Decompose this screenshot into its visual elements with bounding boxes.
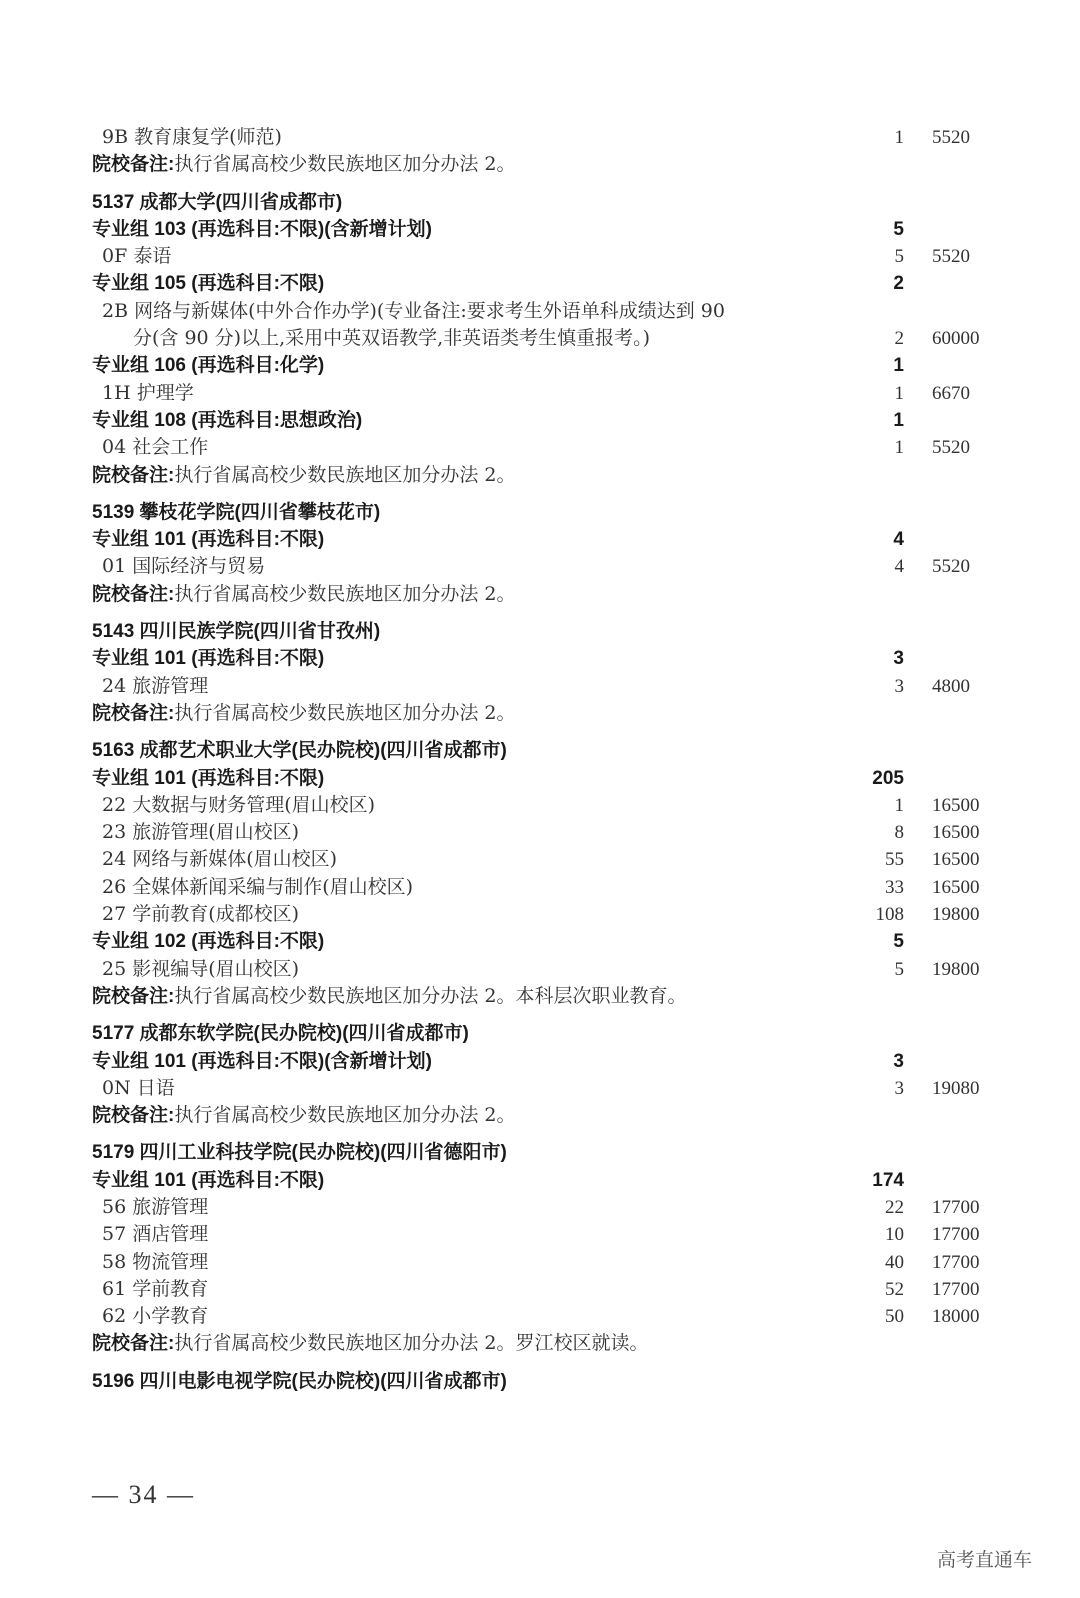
major-row: 62 小学教育 50 18000 [102,1305,980,1328]
major-name: 9B 教育康复学(师范) [102,126,282,148]
major-group-row: 专业组 101 (再选科目:不限)(含新增计划) 3 [92,1050,904,1072]
major-row: 57 酒店管理 10 17700 [102,1223,980,1246]
major-group-row: 专业组 101 (再选科目:不限) 3 [92,648,904,670]
major-group-row: 专业组 106 (再选科目:化学) 1 [92,355,904,377]
major-group-row: 专业组 101 (再选科目:不限) 205 [92,767,904,789]
major-row: 58 物流管理 40 17700 [102,1250,980,1273]
school-header: 5177 成都东软学院(民办院校)(四川省成都市) [92,1023,469,1045]
major-group-row: 专业组 101 (再选科目:不限) 4 [92,529,904,551]
page-number: — 34 — [92,1480,195,1509]
major-row: 1H 护理学 1 6670 [102,381,970,404]
major-row: 23 旅游管理(眉山校区) 8 16500 [102,821,980,844]
major-count: 1 [894,127,904,148]
school-header: 5179 四川工业科技学院(民办院校)(四川省德阳市) [92,1142,507,1164]
major-row: 24 网络与新媒体(眉山校区) 55 16500 [102,848,980,871]
major-row: 56 旅游管理 22 17700 [102,1195,980,1218]
school-note: 院校备注:执行省属高校少数民族地区加分办法 2。 [92,1104,516,1127]
major-group-row: 专业组 105 (再选科目:不限) 2 [92,273,904,295]
major-row: 25 影视编导(眉山校区) 5 19800 [102,957,980,980]
major-row: 24 旅游管理 3 4800 [102,674,970,697]
school-note: 院校备注:执行省属高校少数民族地区加分办法 2。本科层次职业教育。 [92,984,687,1007]
school-note: 院校备注:执行省属高校少数民族地区加分办法 2。 [92,582,516,605]
major-row: 01 国际经济与贸易 4 5520 [102,555,970,578]
major-row-continuation: 分(含 90 分)以上,采用中英双语教学,非英语类考生慎重报考。) 2 60000 [133,327,980,350]
major-fee: 5520 [932,127,970,148]
school-header: 5139 攀枝花学院(四川省攀枝花市) [92,501,381,523]
watermark: 高考直通车 [936,1549,1032,1571]
major-row: 0F 泰语 5 5520 [102,245,970,268]
school-note: 院校备注:执行省属高校少数民族地区加分办法 2。罗江校区就读。 [92,1332,649,1355]
major-group-row: 专业组 103 (再选科目:不限)(含新增计划) 5 [92,218,904,240]
major-row [92,124,1012,151]
major-group-row: 专业组 101 (再选科目:不限) 174 [92,1169,904,1191]
major-row: 0N 日语 3 19080 [102,1076,980,1099]
major-row: 27 学前教育(成都校区) 108 19800 [102,903,980,926]
school-note: 院校备注:执行省属高校少数民族地区加分办法 2。 [92,153,516,176]
major-row: 61 学前教育 52 17700 [102,1277,980,1300]
school-note: 院校备注:执行省属高校少数民族地区加分办法 2。 [92,463,516,486]
major-row: 26 全媒体新闻采编与制作(眉山校区) 33 16500 [102,875,980,898]
major-row: 2B 网络与新媒体(中外合作办学)(专业备注:要求考生外语单科成绩达到 90 [102,299,725,322]
school-header: 5143 四川民族学院(四川省甘孜州) [92,621,381,643]
school-header: 5137 成都大学(四川省成都市) [92,191,343,213]
school-header: 5196 四川电影电视学院(民办院校)(四川省成都市) [92,1370,507,1392]
document-page [92,124,1012,1395]
school-header: 5163 成都艺术职业大学(民办院校)(四川省成都市) [92,740,507,762]
major-row: 22 大数据与财务管理(眉山校区) 1 16500 [102,793,980,816]
major-group-row: 专业组 102 (再选科目:不限) 5 [92,931,904,953]
major-group-row: 专业组 108 (再选科目:思想政治) 1 [92,409,904,431]
major-row: 04 社会工作 1 5520 [102,436,970,459]
school-note: 院校备注:执行省属高校少数民族地区加分办法 2。 [92,701,516,724]
